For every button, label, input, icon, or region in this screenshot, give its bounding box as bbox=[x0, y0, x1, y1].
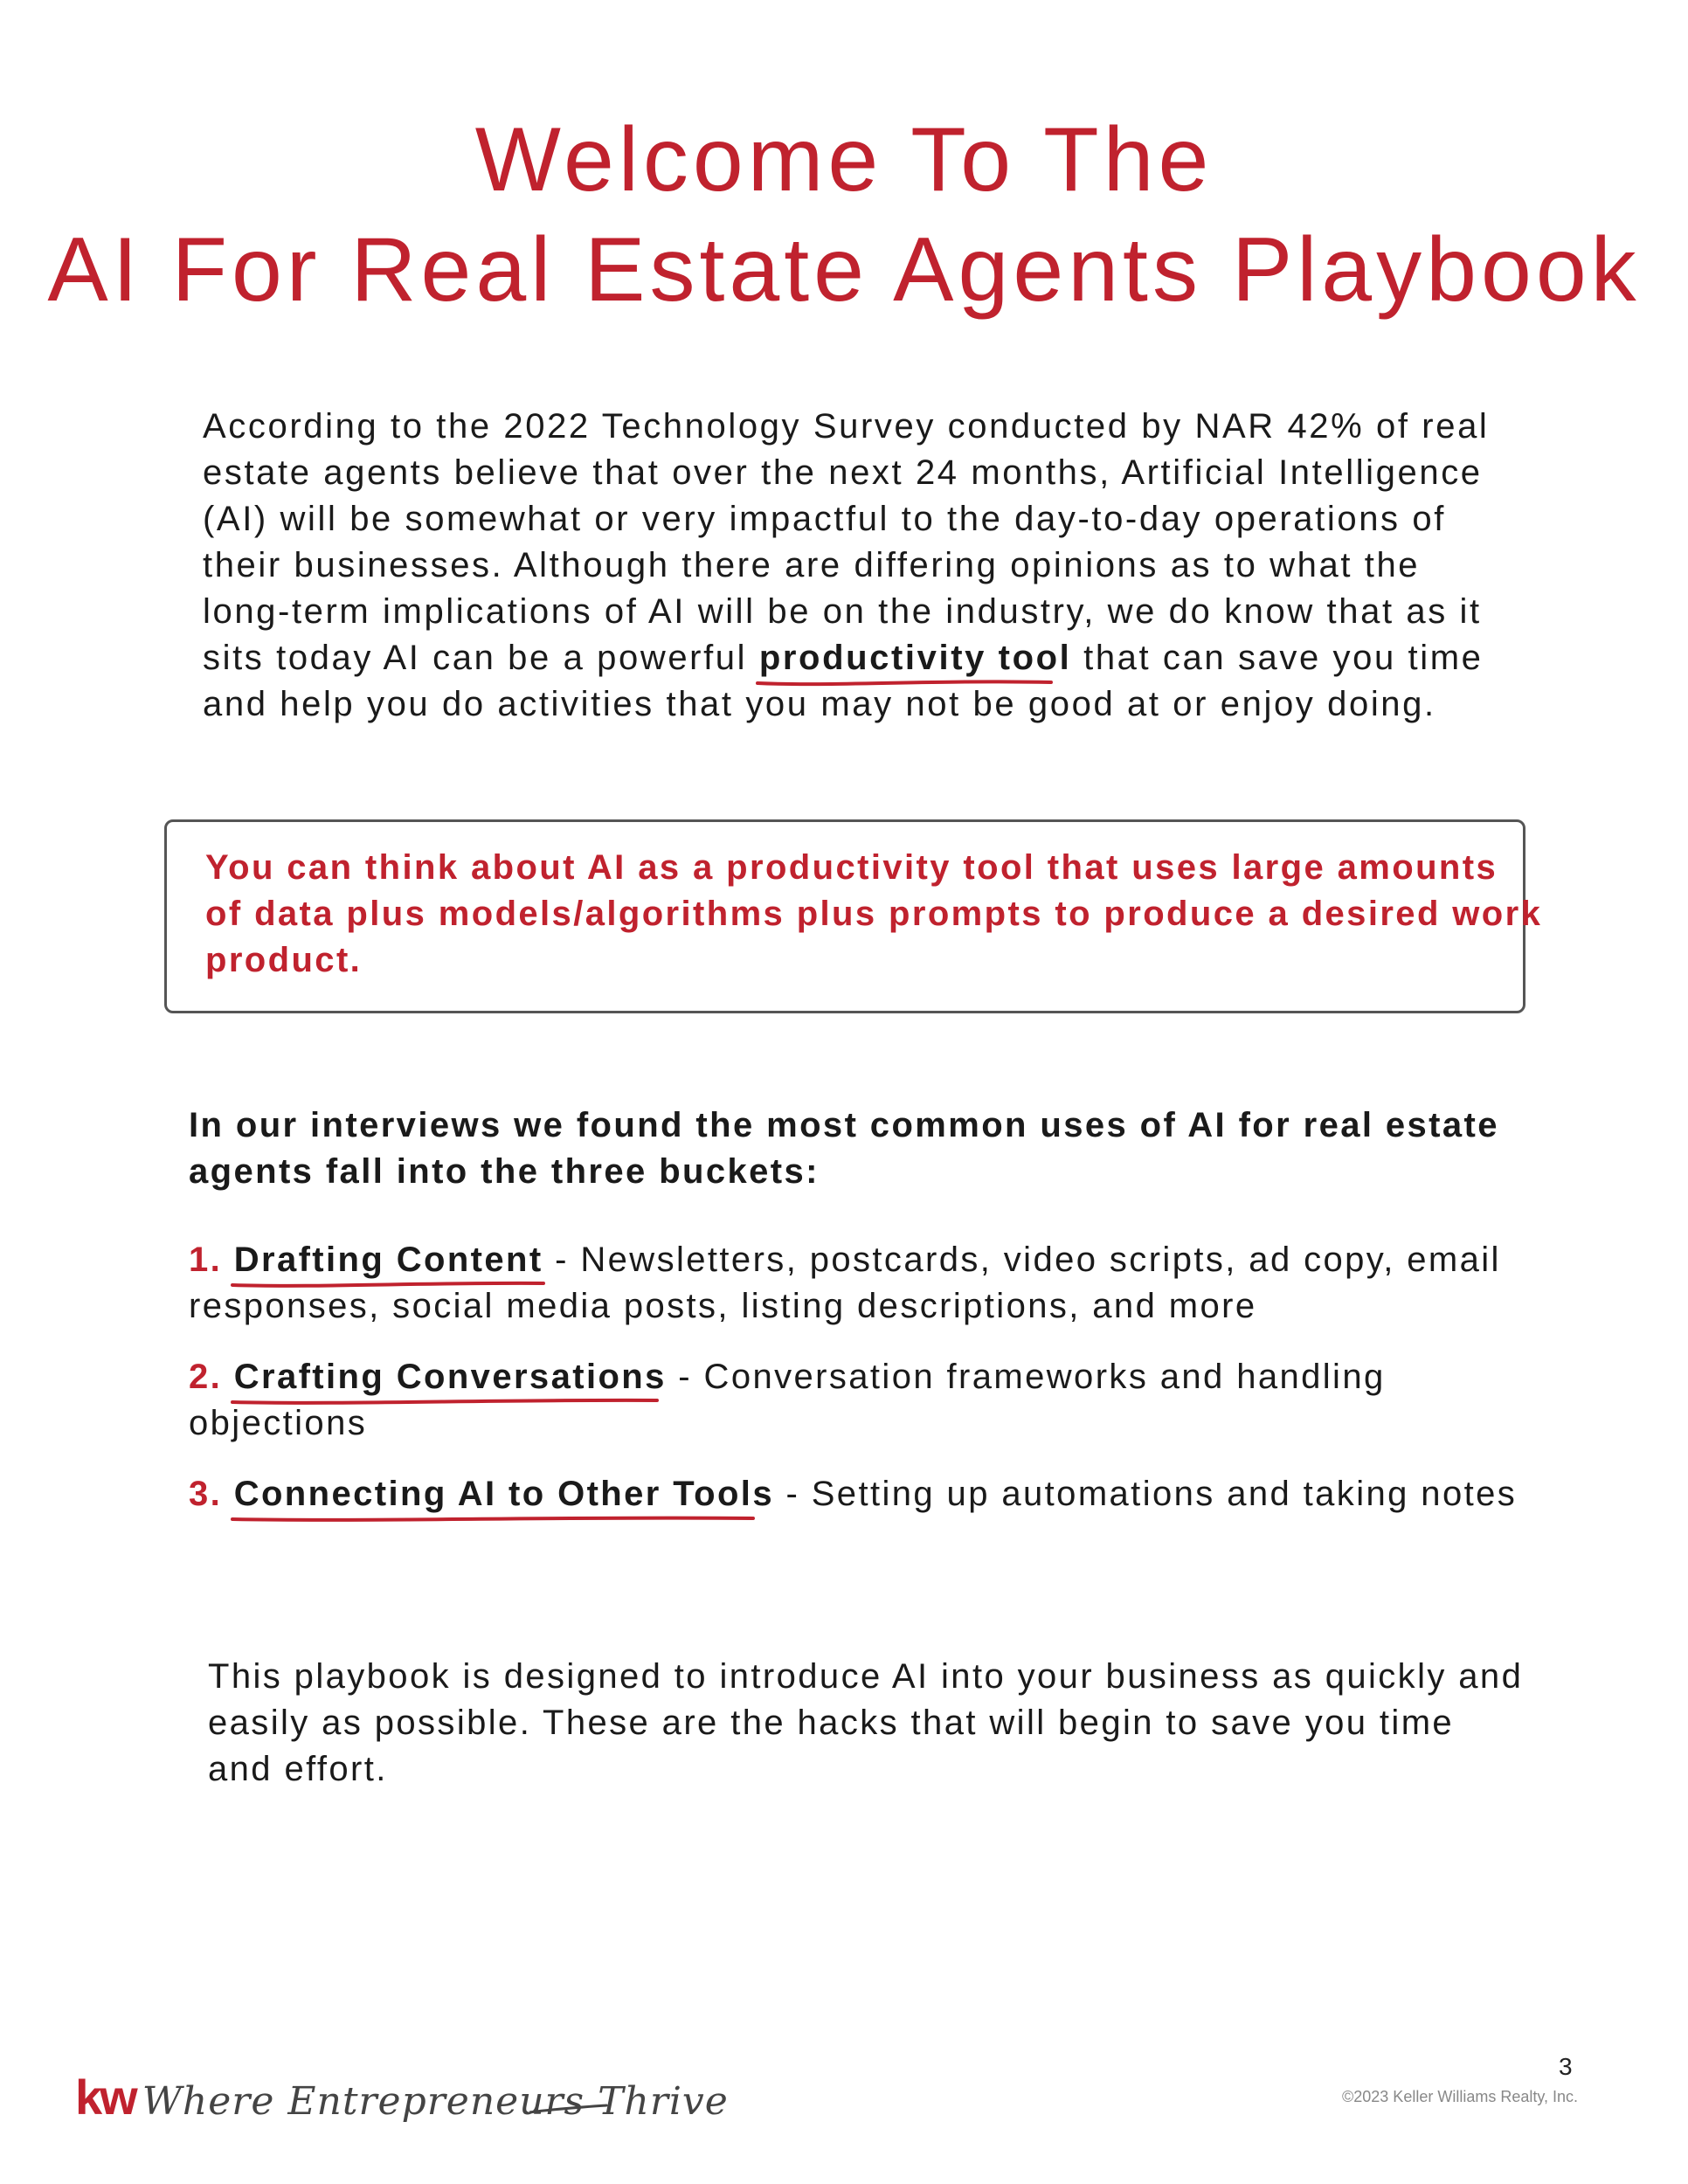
callout-text bbox=[205, 845, 1543, 984]
tagline-swash-icon bbox=[529, 2104, 608, 2116]
title-line-2: AI For Real Estate Agents Playbook bbox=[47, 219, 1641, 321]
red-underline-icon bbox=[231, 1278, 545, 1290]
bucket-title bbox=[234, 1354, 667, 1400]
intro-text: sits today AI can be a powerful bbox=[203, 639, 759, 677]
bucket-item-1 bbox=[189, 1237, 1501, 1330]
bucket-title bbox=[234, 1237, 543, 1283]
callout-line: You can think about AI as a productivity tool that uses large amounts bbox=[205, 848, 1498, 887]
bucket-line bbox=[189, 1354, 1386, 1400]
title-line-1: Welcome To The bbox=[474, 109, 1214, 211]
bucket-desc: - Setting up automations and taking notes bbox=[773, 1475, 1518, 1513]
closing-line: This playbook is designed to introduce AI into your business as quickly and bbox=[208, 1657, 1524, 1696]
highlight-text: productivity tool bbox=[758, 639, 1072, 677]
interviews-line: agents fall into the three buckets: bbox=[189, 1152, 820, 1191]
bucket-number: 3. bbox=[189, 1475, 223, 1513]
intro-line: and help you do activities that you may not be good at or enjoy doing. bbox=[203, 685, 1436, 723]
bucket-title-text: Drafting Content bbox=[233, 1241, 543, 1279]
kw-logo-mark: kw bbox=[75, 2070, 135, 2125]
page-number: 3 bbox=[1559, 2053, 1573, 2080]
copyright: ©2023 Keller Williams Realty, Inc. bbox=[1342, 2088, 1579, 2105]
bucket-desc: - Conversation frameworks and handling bbox=[666, 1358, 1386, 1396]
intro-line: their businesses. Although there are differing opinions as to what the bbox=[203, 546, 1421, 584]
kw-logo bbox=[75, 2069, 729, 2125]
red-underline-icon bbox=[231, 1395, 659, 1407]
intro-line: long-term implications of AI will be on the industry, we do know that as it bbox=[203, 592, 1482, 631]
bucket-title-text: Connecting AI to Other Tools bbox=[233, 1475, 774, 1513]
productivity-tool-highlight bbox=[759, 635, 1072, 681]
bucket-item-3 bbox=[189, 1471, 1517, 1517]
callout-line: of data plus models/algorithms plus prompts to produce a desired work bbox=[205, 895, 1543, 933]
bucket-number: 2. bbox=[189, 1358, 223, 1396]
intro-text: that can save you time bbox=[1071, 639, 1484, 677]
callout-box bbox=[164, 819, 1543, 1013]
bucket-item-2 bbox=[189, 1354, 1386, 1447]
closing-line: and effort. bbox=[208, 1750, 388, 1788]
intro-line: According to the 2022 Technology Survey conducted by NAR 42% of real bbox=[203, 407, 1490, 446]
bucket-title-text: Crafting Conversations bbox=[233, 1358, 667, 1396]
interviews-line: In our interviews we found the most common uses of AI for real estate bbox=[189, 1106, 1499, 1144]
red-underline-icon bbox=[231, 1512, 755, 1524]
intro-paragraph bbox=[203, 404, 1566, 728]
bucket-title bbox=[234, 1471, 774, 1517]
intro-line: (AI) will be somewhat or very impactful to the day-to-day operations of bbox=[203, 500, 1446, 538]
bucket-desc: responses, social media posts, listing descriptions, and more bbox=[189, 1287, 1257, 1325]
callout-line: product. bbox=[205, 941, 363, 979]
closing-paragraph bbox=[208, 1654, 1523, 1793]
bucket-line bbox=[189, 1471, 1517, 1517]
intro-line: estate agents believe that over the next 24 months, Artificial Intelligence bbox=[203, 453, 1483, 492]
closing-line: easily as possible. These are the hacks that will begin to save you time bbox=[208, 1704, 1455, 1742]
tagline: Where Entrepreneurs Thrive bbox=[142, 2079, 729, 2124]
red-underline-icon bbox=[756, 676, 1053, 688]
intro-line-6 bbox=[203, 635, 1566, 681]
bucket-desc: objections bbox=[189, 1404, 368, 1442]
bucket-line bbox=[189, 1237, 1501, 1283]
page-title bbox=[0, 105, 1688, 325]
bucket-desc: - Newsletters, postcards, video scripts, ad copy, email bbox=[543, 1241, 1501, 1279]
bucket-number: 1. bbox=[189, 1241, 223, 1279]
interviews-heading bbox=[189, 1102, 1499, 1195]
